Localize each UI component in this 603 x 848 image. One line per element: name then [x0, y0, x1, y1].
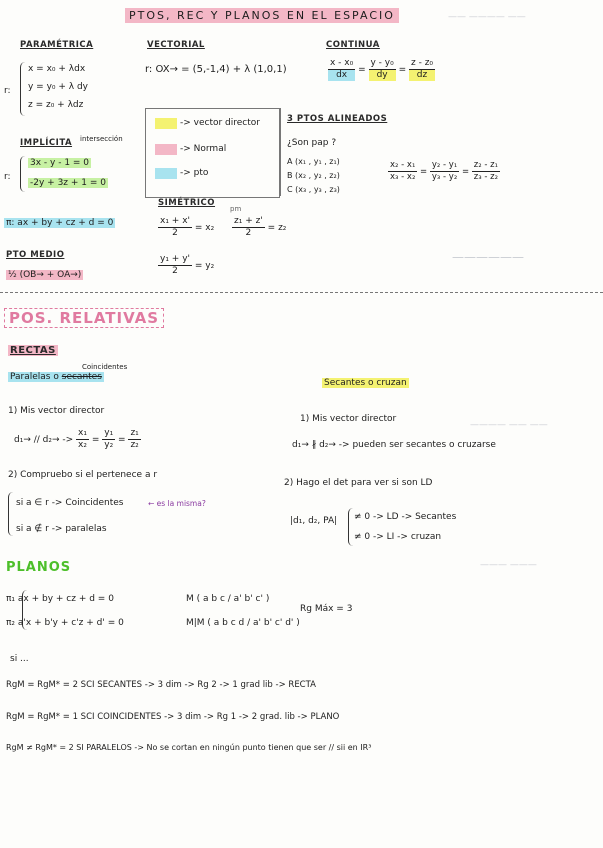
rectas-step-4: 2) Hago el det para ver si son LD — [284, 478, 433, 488]
legend-yellow-label: -> vector director — [180, 118, 260, 128]
det-result-2: ≠ 0 -> LI -> cruzan — [354, 532, 442, 542]
case-coincidentes: si a ∈ r -> Coincidentes — [16, 498, 124, 508]
simetrico-y: $\frac{\text{y₁ + y'}}{2}$ = y₂ — [160, 254, 215, 276]
parametrica-eq-y: y = y₀ + λ dy — [28, 82, 89, 92]
coefficient-matrix: M ( a b c / a' b' c' ) — [186, 594, 270, 604]
rectas-parallel-condition: d₁→ // d₂→ -> $\frac{\text{x₁}}{\text{x₂}}$ = $\frac{\text{y₁}}{\text{y₂}}$ = $\frac{\text{z₁}}{\text{z₂}}$ — [14, 428, 139, 450]
brace — [348, 508, 353, 546]
case-coincidentes-note: ← es la misma? — [148, 499, 206, 508]
parametrica-heading: PARAMÉTRICA — [20, 40, 94, 50]
brace — [8, 492, 13, 536]
implicita-label: r: — [4, 172, 11, 182]
det-result-1: ≠ 0 -> LD -> Secantes — [354, 512, 457, 522]
pink-swatch — [155, 144, 177, 155]
vectorial-heading: VECTORIAL — [147, 40, 205, 50]
parametrica-label: r: — [4, 86, 11, 96]
implicita-eq-2: -2y + 3z + 1 = 0 — [30, 178, 106, 188]
simetrico-heading: SIMÉTRICO — [158, 198, 216, 208]
alineados-condition: $\frac{\text{x₂ - x₁}}{\text{x₃ - x₂}}$ = $\frac{\text{y₂ - y₁}}{\text{y₃ - y₂}}$ = $\frac{\text{z₂ - z₁}}{\text{z₃ - z₂}}$ — [390, 160, 498, 182]
vectorial-equation: r: OX→ = (5,-1,4) + λ (1,0,1) — [145, 64, 287, 75]
alineados-question: ¿Son pap ? — [287, 138, 337, 148]
section-divider — [0, 292, 603, 293]
implicita-heading: IMPLÍCITA — [20, 138, 73, 148]
legend-blue-label: -> pto — [180, 168, 209, 178]
parametrica-eq-z: z = z₀ + λdz — [28, 100, 84, 110]
augmented-matrix: M|M ( a b c d / a' b' c' d' ) — [186, 618, 300, 628]
bleed-through-text: —— ———— —— — [448, 12, 526, 22]
planos-heading: PLANOS — [6, 560, 72, 575]
case-secantes: RgM = RgM* = 2 SCI SECANTES -> 3 dim -> Rg 2 -> 1 grad lib -> RECTA — [6, 680, 316, 690]
pos-relativas-heading: POS. RELATIVAS — [4, 308, 164, 328]
bleed-through-text: —————— — [452, 250, 524, 264]
plane-implicit-equation: π: ax + by + cz + d = 0 — [6, 218, 114, 228]
coincidentes-note: Coincidentes — [82, 363, 128, 371]
paralelas-title: Paralelas o secantes — [10, 372, 102, 382]
blue-swatch — [155, 168, 177, 179]
simetrico-x: $\frac{\text{x₁ + x'}}{2}$ = x₂ — [160, 216, 215, 238]
rectas-not-parallel: d₁→ ∦ d₂→ -> pueden ser secantes o cruzarse — [292, 440, 496, 450]
bleed-through-text: ———— —— —— — [470, 420, 548, 430]
secantes-title: Secantes o cruzan — [324, 378, 407, 388]
pto-medio-equation: ½ (OB→ + OA→) — [8, 270, 82, 280]
rectas-step-2: 2) Compruebo si el pertenece a r — [8, 470, 158, 480]
case-paralelos: RgM ≠ RgM* = 2 SI PARALELOS -> No se cortan en ningún punto tienen que ser // sii en IR³ — [6, 743, 372, 752]
case-paralelas: si a ∉ r -> paralelas — [16, 524, 107, 534]
max-rank: Rg Máx = 3 — [300, 604, 353, 614]
bleed-through-text: ——— ——— — [480, 560, 537, 570]
point-b: B (x₂ , y₂ , z₂) — [287, 171, 340, 180]
rectas-step-1: 1) Mis vector director — [8, 406, 105, 416]
rectas-heading: RECTAS — [10, 345, 56, 356]
rectas-step-3: 1) Mis vector director — [300, 414, 397, 424]
point-c: C (x₃ , y₃ , z₃) — [287, 185, 340, 194]
legend-pink-label: -> Normal — [180, 144, 227, 154]
yellow-swatch — [155, 118, 177, 129]
continua-heading: CONTINUA — [326, 40, 380, 50]
implicita-note: intersección — [80, 135, 123, 143]
brace — [20, 156, 25, 192]
pto-medio-heading: PTO MEDIO — [6, 250, 65, 260]
point-a: A (x₁ , y₁ , z₁) — [287, 157, 340, 166]
divider — [280, 108, 281, 196]
simetrico-z: $\frac{\text{z₁ + z'}}{2}$ = z₂ — [234, 216, 287, 238]
implicita-eq-1: 3x - y - 1 = 0 — [30, 158, 90, 168]
determinant: |d₁, d₂, PA| — [290, 516, 338, 526]
plane-2: π₂ a'x + b'y + c'z + d' = 0 — [6, 618, 124, 628]
continua-equation: $\frac{\text{x - x₀}}{dx}$ = $\frac{\text{y - y₀}}{dy}$ = $\frac{\text{z - z₀}}{dz}$ — [330, 58, 434, 80]
brace — [20, 62, 25, 116]
case-coincidentes-planes: RgM = RgM* = 1 SCI COINCIDENTES -> 3 dim -> Rg 1 -> 2 grad. lib -> PLANO — [6, 712, 340, 722]
alineados-heading: 3 PTOS ALINEADOS — [287, 114, 388, 124]
plane-1: π₁ ax + by + cz + d = 0 — [6, 594, 114, 604]
parametrica-eq-x: x = x₀ + λdx — [28, 64, 86, 74]
page-title: PTOS, REC Y PLANOS EN EL ESPACIO — [125, 8, 399, 23]
cases-intro: si ... — [10, 654, 29, 664]
simetrico-note: pm — [230, 205, 242, 213]
